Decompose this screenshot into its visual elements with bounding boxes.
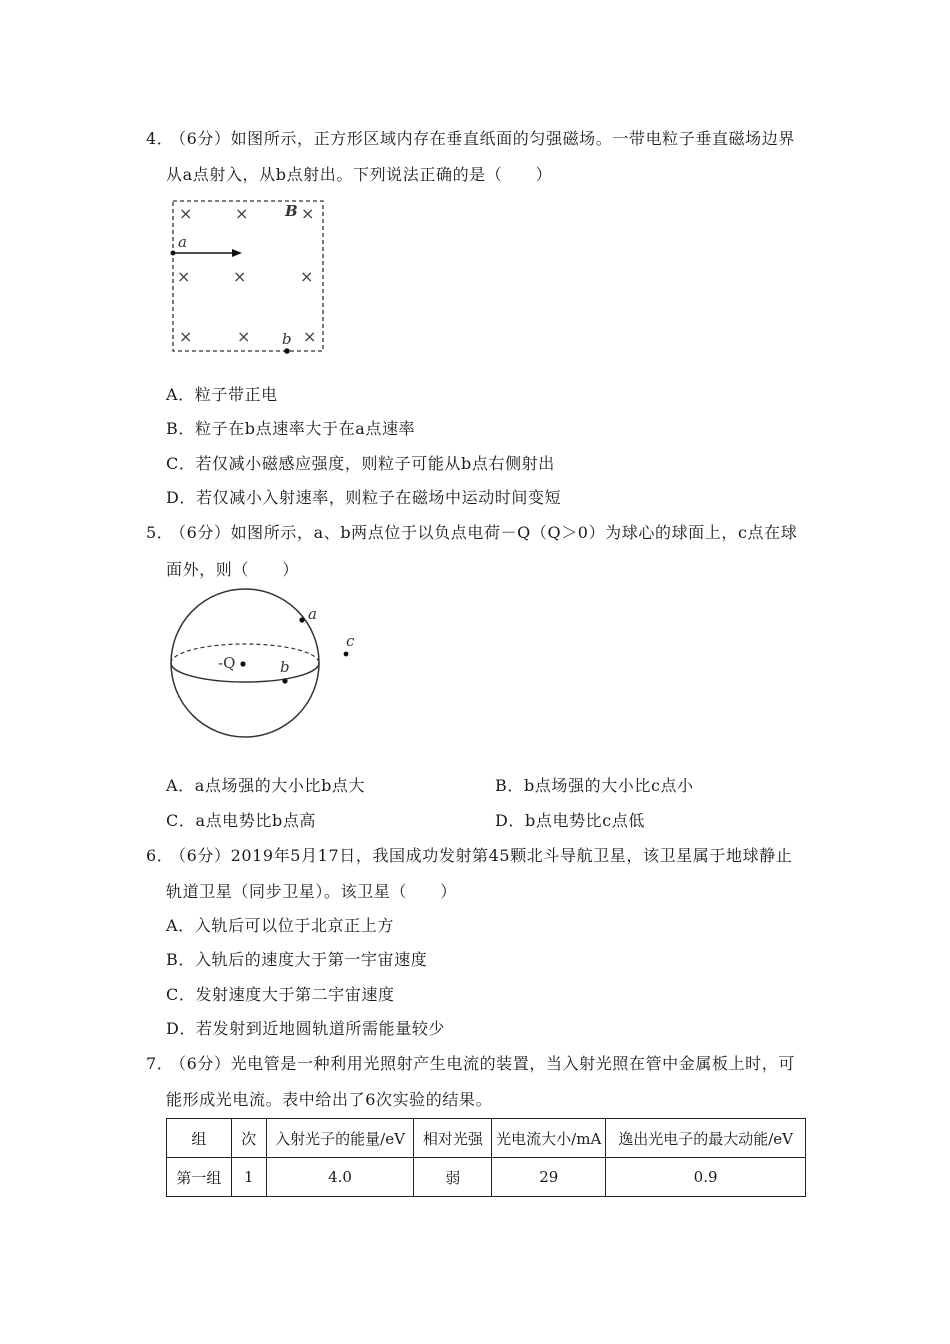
point-b (284, 348, 290, 354)
label-negative-q: -Q (218, 654, 236, 672)
header-cell: 光电流大小/mA (492, 1119, 606, 1158)
q7-stem-line2: 能形成光电流。表中给出了6次实验的结果。 (166, 1090, 493, 1109)
table-cell: 29 (492, 1158, 606, 1197)
field-cross: × (301, 204, 315, 223)
q6-option-d[interactable]: D．若发射到近地圆轨道所需能量较少 (166, 1019, 446, 1038)
table-cell: 1 (231, 1158, 266, 1197)
point-c (344, 652, 349, 657)
q5-option-b[interactable]: B．b点场强的大小比c点小 (495, 776, 694, 795)
q5-option-a[interactable]: A．a点场强的大小比b点大 (166, 776, 366, 795)
q4-magnetic-field-figure (160, 194, 340, 364)
equator-back-dashed (171, 644, 319, 663)
q4-option-a[interactable]: A．粒子带正电 (166, 385, 278, 404)
q6-stem-line1: 6．（6分）2019年5月17日，我国成功发射第45颗北斗导航卫星，该卫星属于地球静止 (146, 843, 792, 866)
header-cell: 组 (167, 1119, 232, 1158)
header-cell: 逸出光电子的最大动能/eV (606, 1119, 806, 1158)
label-a: a (178, 233, 187, 251)
field-cross: × (177, 267, 191, 286)
q6-option-c[interactable]: C．发射速度大于第二宇宙速度 (166, 985, 395, 1004)
q6-stem-line2: 轨道卫星（同步卫星）。该卫星（ ） (166, 882, 457, 901)
q5-option-c[interactable]: C．a点电势比b点高 (166, 811, 317, 830)
field-cross: × (179, 327, 193, 346)
q6-option-a[interactable]: A．入轨后可以位于北京正上方 (166, 916, 394, 935)
q7-results-table (166, 1118, 806, 1197)
field-cross: × (235, 204, 249, 223)
field-cross: × (233, 267, 247, 286)
field-cross: × (237, 327, 251, 346)
table-row (167, 1158, 806, 1197)
table-cell: 弱 (414, 1158, 492, 1197)
q4-option-d[interactable]: D．若仅减小入射速率，则粒子在磁场中运动时间变短 (166, 488, 562, 507)
header-cell: 次 (231, 1119, 266, 1158)
q6-number: 6． (146, 846, 174, 865)
table-cell: 4.0 (266, 1158, 414, 1197)
q5-number: 5． (146, 523, 174, 542)
q4-stem-line2: 从a点射入，从b点射出。下列说法正确的是（ ） (166, 165, 553, 184)
table-cell: 0.9 (606, 1158, 806, 1197)
charge-center (240, 661, 245, 666)
q7-stem-line1: 7．（6分）光电管是一种利用光照射产生电流的装置，当入射光照在管中金属板上时，可 (146, 1051, 795, 1074)
q4-number: 4． (146, 129, 174, 148)
q6-option-b[interactable]: B．入轨后的速度大于第一宇宙速度 (166, 950, 428, 969)
velocity-arrow-head (232, 249, 242, 257)
table-header-row (167, 1119, 806, 1158)
field-cross: × (303, 327, 317, 346)
q5-sphere-figure (160, 588, 370, 748)
label-b: b (282, 330, 292, 348)
q5-stem-line1: 5．（6分）如图所示，a、b两点位于以负点电荷－Q（Q＞0）为球心的球面上，c点在球 (146, 520, 797, 543)
field-cross: × (179, 204, 193, 223)
field-marks (177, 204, 316, 346)
label-B: B (285, 202, 298, 220)
equator-front (171, 663, 319, 682)
table-cell: 第一组 (167, 1158, 232, 1197)
q5-stem-line2: 面外，则（ ） (166, 560, 299, 579)
point-a (299, 617, 304, 622)
q7-number: 7． (146, 1054, 174, 1073)
label-a: a (308, 605, 317, 623)
q4-option-c[interactable]: C．若仅减小磁感应强度，则粒子可能从b点右侧射出 (166, 454, 555, 473)
field-cross: × (300, 267, 314, 286)
point-b (282, 678, 287, 683)
label-b: b (280, 658, 290, 676)
label-c: c (346, 632, 355, 650)
q4-option-b[interactable]: B．粒子在b点速率大于在a点速率 (166, 419, 416, 438)
q5-option-d[interactable]: D．b点电势比c点低 (495, 811, 646, 830)
q4-stem-line1: 4．（6分）如图所示，正方形区域内存在垂直纸面的匀强磁场。一带电粒子垂直磁场边界 (146, 126, 795, 149)
header-cell: 相对光强 (414, 1119, 492, 1158)
header-cell: 入射光子的能量/eV (266, 1119, 414, 1158)
